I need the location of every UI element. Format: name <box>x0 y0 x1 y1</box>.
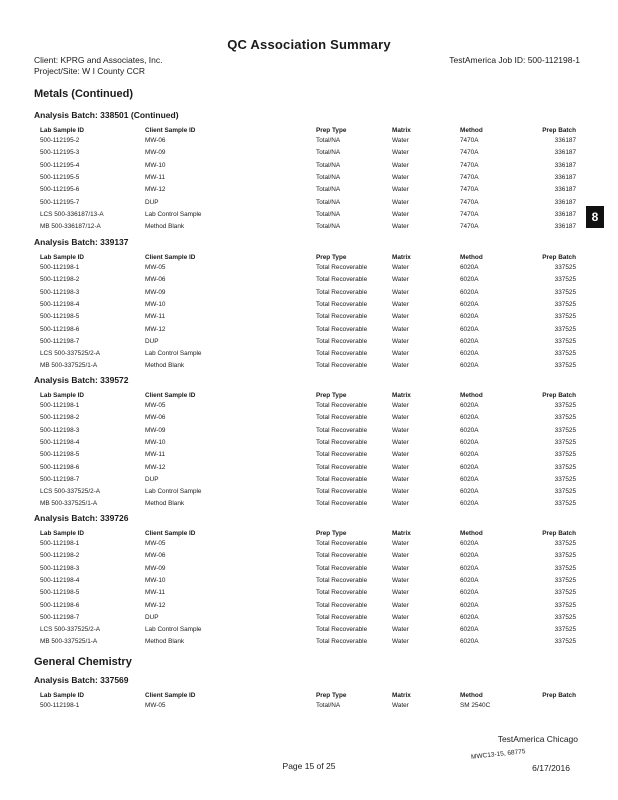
cell-prep-batch: 337525 <box>554 362 576 370</box>
cell-prep-type: Total Recoverable <box>316 564 368 572</box>
cell-client-sample-id: Method Blank <box>145 638 185 646</box>
cell-lab-sample-id: 500-112195-5 <box>40 173 80 181</box>
cell-matrix: Water <box>392 264 409 271</box>
cell-prep-batch: 337525 <box>554 264 576 271</box>
cell-prep-batch: 336187 <box>554 186 576 194</box>
cell-lab-sample-id: MB 500-337525/1-A <box>40 500 98 508</box>
client-info <box>34 55 163 77</box>
cell-lab-sample-id: 500-112198-3 <box>40 288 80 296</box>
cell-lab-sample-id: 500-112195-2 <box>40 137 80 144</box>
cell-client-sample-id: Method Blank <box>145 223 185 231</box>
cell-prep-type: Total Recoverable <box>316 438 368 446</box>
cell-method: 7470A <box>460 161 479 169</box>
cell-prep-batch: 337525 <box>554 463 576 471</box>
cell-method: 7470A <box>460 223 479 231</box>
table-row <box>40 550 580 561</box>
column-header-prep-batch: Prep Batch <box>542 127 576 134</box>
table-row <box>40 636 580 647</box>
table-row <box>40 486 580 497</box>
cell-prep-batch: 336187 <box>554 198 576 206</box>
table-row <box>40 197 580 208</box>
column-header-prep-type: Prep Type <box>316 392 347 399</box>
cell-method: 6020A <box>460 488 479 496</box>
cell-lab-sample-id: 500-112198-6 <box>40 463 80 471</box>
cell-method: 6020A <box>460 325 479 333</box>
cell-prep-type: Total Recoverable <box>316 475 368 483</box>
cell-matrix: Water <box>392 451 409 459</box>
column-header-method: Method <box>460 530 483 537</box>
cell-client-sample-id: MW-12 <box>145 601 166 609</box>
cell-client-sample-id: MW-12 <box>145 186 166 194</box>
cell-prep-batch: 337525 <box>554 475 576 483</box>
cell-prep-batch: 337525 <box>554 626 576 634</box>
cell-lab-sample-id: 500-112198-7 <box>40 613 80 621</box>
cell-prep-batch: 336187 <box>554 149 576 157</box>
table-row <box>40 462 580 473</box>
cell-matrix: Water <box>392 161 409 169</box>
column-header-prep-type: Prep Type <box>316 127 347 134</box>
cell-prep-type: Total Recoverable <box>316 402 368 409</box>
cell-matrix: Water <box>392 325 409 333</box>
cell-client-sample-id: Method Blank <box>145 362 185 370</box>
cell-matrix: Water <box>392 613 409 621</box>
cell-method: 6020A <box>460 564 479 572</box>
column-header-client-sample-id: Client Sample ID <box>145 392 196 399</box>
cell-matrix: Water <box>392 276 409 284</box>
cell-method: 6020A <box>460 589 479 597</box>
cell-method: 6020A <box>460 500 479 508</box>
cell-prep-batch: 337525 <box>554 552 576 560</box>
cell-client-sample-id: MW-06 <box>145 276 166 284</box>
table-row <box>40 348 580 359</box>
cell-client-sample-id: DUP <box>145 198 159 206</box>
cell-lab-sample-id: 500-112198-2 <box>40 276 80 284</box>
cell-prep-type: Total Recoverable <box>316 613 368 621</box>
cell-matrix: Water <box>392 350 409 358</box>
cell-lab-sample-id: 500-112198-5 <box>40 313 80 321</box>
table-row <box>40 474 580 485</box>
table-row <box>40 209 580 220</box>
cell-method: 6020A <box>460 613 479 621</box>
column-header-method: Method <box>460 692 483 699</box>
column-header-prep-batch: Prep Batch <box>542 692 576 699</box>
cell-prep-type: Total Recoverable <box>316 426 368 434</box>
cell-method: 6020A <box>460 300 479 308</box>
column-header-prep-batch: Prep Batch <box>542 254 576 261</box>
cell-prep-batch: 337525 <box>554 601 576 609</box>
cell-prep-type: Total Recoverable <box>316 451 368 459</box>
table-row <box>40 360 580 371</box>
batch-title: Analysis Batch: 337569 <box>34 675 129 685</box>
cell-matrix: Water <box>392 564 409 572</box>
cell-method: 7470A <box>460 149 479 157</box>
cell-method: 6020A <box>460 601 479 609</box>
cell-prep-batch: 337525 <box>554 402 576 409</box>
cell-prep-type: Total Recoverable <box>316 362 368 370</box>
table-row <box>40 311 580 322</box>
cell-prep-type: Total Recoverable <box>316 264 368 271</box>
table-row <box>40 274 580 285</box>
table-row <box>40 221 580 232</box>
cell-prep-batch: 337525 <box>554 589 576 597</box>
cell-method: 6020A <box>460 362 479 370</box>
cell-prep-batch: 337525 <box>554 414 576 422</box>
cell-method: SM 2540C <box>460 702 491 709</box>
cell-lab-sample-id: 500-112198-6 <box>40 601 80 609</box>
cell-lab-sample-id: MB 500-336187/12-A <box>40 223 101 231</box>
cell-client-sample-id: Lab Control Sample <box>145 626 202 634</box>
cell-client-sample-id: MW-09 <box>145 288 166 296</box>
table-row <box>40 587 580 598</box>
cell-prep-batch: 337525 <box>554 438 576 446</box>
cell-client-sample-id: MW-06 <box>145 137 166 144</box>
cell-client-sample-id: Lab Control Sample <box>145 350 202 358</box>
footer-company: TestAmerica Chicago <box>497 734 578 744</box>
cell-client-sample-id: Lab Control Sample <box>145 488 202 496</box>
table-row <box>40 262 580 273</box>
section-title: Metals (Continued) <box>34 88 133 100</box>
cell-method: 7470A <box>460 186 479 194</box>
cell-prep-batch: 337525 <box>554 500 576 508</box>
cell-prep-batch: 337525 <box>554 426 576 434</box>
cell-matrix: Water <box>392 362 409 370</box>
cell-client-sample-id: MW-10 <box>145 161 166 169</box>
cell-method: 7470A <box>460 198 479 206</box>
cell-client-sample-id: MW-06 <box>145 552 166 560</box>
cell-client-sample-id: MW-10 <box>145 576 166 584</box>
column-header-client-sample-id: Client Sample ID <box>145 254 196 261</box>
batch-title: Analysis Batch: 339726 <box>34 513 129 523</box>
cell-method: 6020A <box>460 438 479 446</box>
cell-method: 6020A <box>460 288 479 296</box>
column-header-matrix: Matrix <box>392 392 411 399</box>
column-header-method: Method <box>460 127 483 134</box>
cell-client-sample-id: MW-09 <box>145 149 166 157</box>
cell-prep-type: Total Recoverable <box>316 300 368 308</box>
cell-lab-sample-id: 500-112198-1 <box>40 402 80 409</box>
cell-prep-batch: 337525 <box>554 488 576 496</box>
batch-title: Analysis Batch: 338501 (Continued) <box>34 110 179 120</box>
table-row <box>40 425 580 436</box>
table-row <box>40 336 580 347</box>
batch-title: Analysis Batch: 339572 <box>34 375 129 385</box>
column-header-prep-type: Prep Type <box>316 530 347 537</box>
cell-matrix: Water <box>392 137 409 144</box>
cell-lab-sample-id: 500-112198-7 <box>40 337 80 345</box>
cell-client-sample-id: MW-10 <box>145 300 166 308</box>
column-header-client-sample-id: Client Sample ID <box>145 127 196 134</box>
cell-method: 6020A <box>460 264 479 271</box>
report-date: 6/17/2016 <box>532 763 570 773</box>
cell-lab-sample-id: 500-112198-1 <box>40 540 80 547</box>
cell-lab-sample-id: 500-112195-4 <box>40 161 80 169</box>
cell-client-sample-id: MW-11 <box>145 589 166 597</box>
cell-client-sample-id: MW-05 <box>145 540 166 547</box>
cell-prep-batch: 337525 <box>554 276 576 284</box>
cell-matrix: Water <box>392 402 409 409</box>
table-row <box>40 172 580 183</box>
cell-lab-sample-id: MB 500-337525/1-A <box>40 362 98 370</box>
cell-method: 6020A <box>460 402 479 409</box>
cell-client-sample-id: MW-06 <box>145 414 166 422</box>
cell-prep-batch: 337525 <box>554 451 576 459</box>
cell-prep-batch: 337525 <box>554 325 576 333</box>
cell-lab-sample-id: LCS 500-337525/2-A <box>40 488 101 496</box>
cell-lab-sample-id: 500-112198-4 <box>40 438 80 446</box>
page-number: Page 15 of 25 <box>282 761 336 771</box>
cell-prep-batch: 336187 <box>554 137 576 144</box>
cell-prep-type: Total Recoverable <box>316 276 368 284</box>
cell-prep-type: Total/NA <box>316 223 341 231</box>
cell-method: 6020A <box>460 475 479 483</box>
cell-client-sample-id: MW-11 <box>145 451 166 459</box>
cell-prep-type: Total Recoverable <box>316 325 368 333</box>
table-row <box>40 624 580 635</box>
cell-matrix: Water <box>392 438 409 446</box>
cell-lab-sample-id: 500-112195-6 <box>40 186 80 194</box>
column-header-method: Method <box>460 254 483 261</box>
table-row <box>40 600 580 611</box>
table-row <box>40 287 580 298</box>
cell-prep-batch: 336187 <box>554 210 576 218</box>
column-header-prep-type: Prep Type <box>316 692 347 699</box>
table-row <box>40 160 580 171</box>
column-header-matrix: Matrix <box>392 254 411 261</box>
cell-prep-type: Total Recoverable <box>316 350 368 358</box>
cell-prep-batch: 337525 <box>554 564 576 572</box>
cell-prep-batch: 337525 <box>554 337 576 345</box>
cell-prep-batch: 337525 <box>554 350 576 358</box>
cell-lab-sample-id: 500-112198-4 <box>40 300 80 308</box>
cell-client-sample-id: MW-12 <box>145 463 166 471</box>
cell-matrix: Water <box>392 414 409 422</box>
table-row <box>40 700 580 711</box>
cell-lab-sample-id: 500-112198-5 <box>40 451 80 459</box>
cell-method: 6020A <box>460 313 479 321</box>
cell-method: 6020A <box>460 626 479 634</box>
cell-lab-sample-id: LCS 500-337525/2-A <box>40 350 101 358</box>
cell-prep-type: Total Recoverable <box>316 414 368 422</box>
table-row <box>40 400 580 411</box>
cell-client-sample-id: MW-09 <box>145 564 166 572</box>
cell-client-sample-id: MW-09 <box>145 426 166 434</box>
column-header-prep-type: Prep Type <box>316 254 347 261</box>
cell-method: 6020A <box>460 451 479 459</box>
cell-matrix: Water <box>392 173 409 181</box>
cell-client-sample-id: MW-10 <box>145 438 166 446</box>
cell-method: 6020A <box>460 426 479 434</box>
cell-method: 6020A <box>460 576 479 584</box>
cell-client-sample-id: Lab Control Sample <box>145 210 202 218</box>
cell-client-sample-id: DUP <box>145 337 159 345</box>
table-row <box>40 412 580 423</box>
cell-lab-sample-id: 500-112198-3 <box>40 564 80 572</box>
cell-prep-type: Total Recoverable <box>316 589 368 597</box>
cell-prep-type: Total/NA <box>316 210 341 218</box>
table-row <box>40 575 580 586</box>
cell-matrix: Water <box>392 488 409 496</box>
job-id: TestAmerica Job ID: 500-112198-1 <box>449 55 580 65</box>
footer-code: MWC13-15, 68775 <box>470 748 526 761</box>
column-header-lab-sample-id: Lab Sample ID <box>40 254 85 261</box>
cell-prep-batch: 337525 <box>554 540 576 547</box>
cell-prep-type: Total Recoverable <box>316 488 368 496</box>
column-header-lab-sample-id: Lab Sample ID <box>40 692 85 699</box>
cell-prep-batch: 337525 <box>554 613 576 621</box>
cell-matrix: Water <box>392 500 409 508</box>
column-header-method: Method <box>460 392 483 399</box>
cell-lab-sample-id: 500-112198-6 <box>40 325 80 333</box>
cell-prep-batch: 337525 <box>554 576 576 584</box>
cell-lab-sample-id: 500-112198-2 <box>40 552 80 560</box>
table-row <box>40 563 580 574</box>
cell-lab-sample-id: 500-112195-7 <box>40 198 80 206</box>
cell-matrix: Water <box>392 475 409 483</box>
cell-prep-type: Total/NA <box>316 198 341 206</box>
cell-method: 6020A <box>460 540 479 547</box>
table-row <box>40 498 580 509</box>
cell-lab-sample-id: 500-112198-3 <box>40 426 80 434</box>
cell-matrix: Water <box>392 540 409 547</box>
cell-prep-type: Total/NA <box>316 186 341 194</box>
section-tab-badge: 8 <box>586 206 604 228</box>
cell-client-sample-id: MW-11 <box>145 173 166 181</box>
cell-lab-sample-id: 500-112198-1 <box>40 702 80 709</box>
cell-lab-sample-id: 500-112198-2 <box>40 414 80 422</box>
cell-prep-batch: 336187 <box>554 173 576 181</box>
column-header-prep-batch: Prep Batch <box>542 392 576 399</box>
section-title: General Chemistry <box>34 656 132 668</box>
batch-title: Analysis Batch: 339137 <box>34 237 129 247</box>
cell-prep-batch: 337525 <box>554 288 576 296</box>
cell-method: 7470A <box>460 137 479 144</box>
cell-prep-type: Total/NA <box>316 702 341 709</box>
page-title: QC Association Summary <box>227 37 391 52</box>
table-row <box>40 612 580 623</box>
cell-prep-type: Total/NA <box>316 173 341 181</box>
cell-matrix: Water <box>392 210 409 218</box>
cell-prep-type: Total Recoverable <box>316 500 368 508</box>
cell-matrix: Water <box>392 288 409 296</box>
cell-method: 6020A <box>460 463 479 471</box>
cell-matrix: Water <box>392 552 409 560</box>
cell-client-sample-id: DUP <box>145 613 159 621</box>
cell-matrix: Water <box>392 223 409 231</box>
cell-method: 6020A <box>460 414 479 422</box>
cell-client-sample-id: DUP <box>145 475 159 483</box>
cell-matrix: Water <box>392 601 409 609</box>
cell-matrix: Water <box>392 186 409 194</box>
cell-method: 6020A <box>460 350 479 358</box>
table-row <box>40 299 580 310</box>
cell-matrix: Water <box>392 638 409 646</box>
table-row <box>40 135 580 146</box>
column-header-prep-batch: Prep Batch <box>542 530 576 537</box>
table-row <box>40 324 580 335</box>
cell-prep-type: Total Recoverable <box>316 576 368 584</box>
cell-prep-type: Total Recoverable <box>316 626 368 634</box>
cell-lab-sample-id: LCS 500-337525/2-A <box>40 626 101 634</box>
cell-matrix: Water <box>392 300 409 308</box>
cell-matrix: Water <box>392 149 409 157</box>
cell-matrix: Water <box>392 337 409 345</box>
cell-matrix: Water <box>392 463 409 471</box>
cell-matrix: Water <box>392 589 409 597</box>
cell-client-sample-id: MW-12 <box>145 325 166 333</box>
column-header-matrix: Matrix <box>392 127 411 134</box>
cell-lab-sample-id: MB 500-337525/1-A <box>40 638 98 646</box>
cell-prep-type: Total Recoverable <box>316 288 368 296</box>
column-header-client-sample-id: Client Sample ID <box>145 692 196 699</box>
table-row <box>40 538 580 549</box>
table-row <box>40 147 580 158</box>
cell-matrix: Water <box>392 626 409 634</box>
cell-client-sample-id: MW-05 <box>145 402 166 409</box>
table-row <box>40 184 580 195</box>
column-header-client-sample-id: Client Sample ID <box>145 530 196 537</box>
column-header-matrix: Matrix <box>392 692 411 699</box>
cell-matrix: Water <box>392 576 409 584</box>
cell-client-sample-id: MW-05 <box>145 702 166 709</box>
cell-prep-type: Total Recoverable <box>316 463 368 471</box>
cell-prep-type: Total Recoverable <box>316 313 368 321</box>
column-header-lab-sample-id: Lab Sample ID <box>40 127 85 134</box>
cell-prep-batch: 337525 <box>554 313 576 321</box>
cell-lab-sample-id: 500-112195-3 <box>40 149 80 157</box>
table-row <box>40 437 580 448</box>
column-header-lab-sample-id: Lab Sample ID <box>40 530 85 537</box>
column-header-lab-sample-id: Lab Sample ID <box>40 392 85 399</box>
cell-method: 6020A <box>460 276 479 284</box>
cell-matrix: Water <box>392 426 409 434</box>
cell-prep-type: Total/NA <box>316 149 341 157</box>
cell-prep-type: Total Recoverable <box>316 601 368 609</box>
cell-client-sample-id: MW-11 <box>145 313 166 321</box>
cell-lab-sample-id: 500-112198-5 <box>40 589 80 597</box>
cell-prep-type: Total Recoverable <box>316 638 368 646</box>
column-header-matrix: Matrix <box>392 530 411 537</box>
client-name: Client: KPRG and Associates, Inc. <box>34 55 163 65</box>
cell-prep-type: Total Recoverable <box>316 337 368 345</box>
cell-method: 7470A <box>460 210 479 218</box>
cell-lab-sample-id: LCS 500-336187/13-A <box>40 210 104 218</box>
cell-prep-batch: 337525 <box>554 638 576 646</box>
cell-client-sample-id: Method Blank <box>145 500 185 508</box>
cell-prep-type: Total Recoverable <box>316 552 368 560</box>
cell-client-sample-id: MW-05 <box>145 264 166 271</box>
cell-prep-batch: 336187 <box>554 161 576 169</box>
cell-method: 6020A <box>460 552 479 560</box>
cell-prep-type: Total/NA <box>316 137 341 144</box>
cell-matrix: Water <box>392 198 409 206</box>
cell-prep-type: Total Recoverable <box>316 540 368 547</box>
project-site: Project/Site: W I County CCR <box>34 66 146 76</box>
cell-method: 6020A <box>460 638 479 646</box>
cell-prep-batch: 337525 <box>554 300 576 308</box>
table-row <box>40 449 580 460</box>
cell-method: 6020A <box>460 337 479 345</box>
cell-lab-sample-id: 500-112198-7 <box>40 475 80 483</box>
cell-prep-type: Total/NA <box>316 161 341 169</box>
cell-method: 7470A <box>460 173 479 181</box>
cell-matrix: Water <box>392 702 409 709</box>
cell-lab-sample-id: 500-112198-1 <box>40 264 80 271</box>
cell-matrix: Water <box>392 313 409 321</box>
cell-prep-batch: 336187 <box>554 223 576 231</box>
cell-lab-sample-id: 500-112198-4 <box>40 576 80 584</box>
